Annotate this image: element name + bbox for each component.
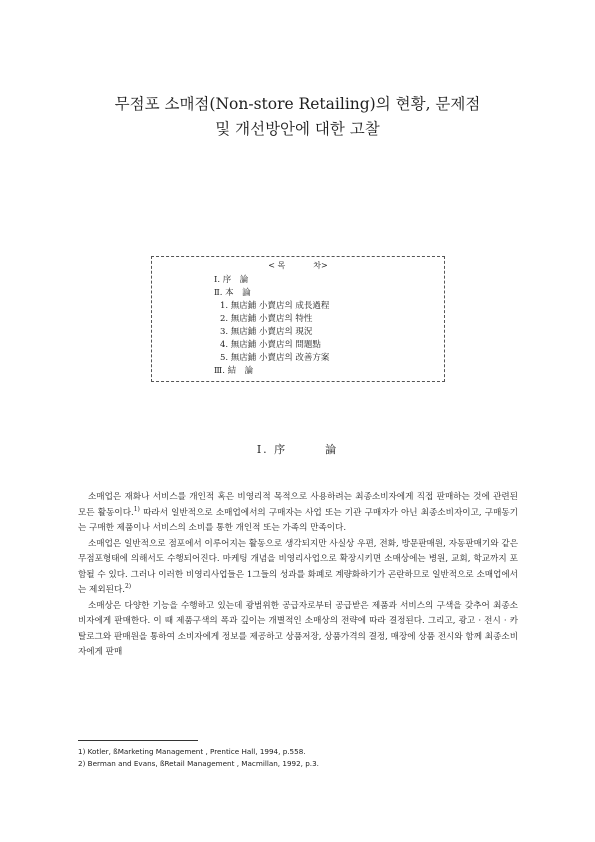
toc-item: 1. 無店鋪 小賣店의 成長過程 (220, 301, 330, 311)
section-heading (0, 441, 595, 457)
toc-item: 4. 無店鋪 小賣店의 問題點 (220, 340, 321, 350)
paragraph (78, 490, 518, 537)
paragraph-text: 소매업은 재화나 서비스를 개인적 혹은 비영리적 목적으로 사용하려는 최종소비자에게 직접 판매하는 것에 관련된 모든 활동이다. (78, 492, 518, 518)
toc-item: Ⅱ. 本 論 (214, 288, 251, 298)
toc-item: 3. 無店鋪 小賣店의 現況 (220, 327, 313, 337)
body-text (78, 490, 518, 661)
footnote-ref: 2) (124, 583, 132, 591)
toc-heading (152, 260, 444, 271)
footnote-ref: 1) (133, 505, 140, 513)
section-word: 論 (325, 443, 339, 456)
toc-list (214, 274, 329, 378)
footnote: 1) Kotler, ßMarketing Management , Prentice Hall, 1994, p.558. (78, 747, 306, 756)
toc-heading-left: < 목 (268, 261, 286, 270)
toc-item: Ⅲ. 結 論 (214, 366, 254, 376)
paragraph (78, 537, 518, 599)
table-of-contents (151, 256, 445, 382)
toc-heading-right: 차> (313, 261, 328, 270)
paragraph-text: 소매상은 다양한 기능을 수행하고 있는데 광범위한 공급자로부터 공급받은 제품과 서비스의 구색을 갖추어 최종소비자에게 판매한다. 이 때 제품구색의 폭과 깊이는 개별적인 소매상의 전략에 따라 결정된다. 그리고, 광고 · 전시 · 카탈로그와 판매원을 통하여 소비자에게 정보를 제공하고 상품저장, 상품가격의 결정, 매장에 상품 전시와 함께 최종소비자에게 판매 (78, 600, 518, 657)
footnote: 2) Berman and Evans, ßRetail Management , Macmillan, 1992, p.3. (78, 759, 319, 768)
paragraph-text: 소매업은 일반적으로 점포에서 이루어지는 활동으로 생각되지만 사실상 우편, 전화, 방문판매원, 자동판매기와 같은 무점포형태에 의해서도 수행되어진다. 마케팅 개념을 비영리사업으로 확장시키면 소매상에는 병원, 교회, 학교까지 포함될 수 있다. 그러나 이러한 비영리사업들은 1그들의 성과를 화폐로 계량화하기가 곤란하므로 일반적으로 소매업에서는 제외된다. (78, 538, 518, 595)
toc-item: 2. 無店鋪 小賣店의 特性 (220, 314, 313, 324)
paragraph-text: 따라서 일반적으로 소매업에서의 구매자는 사업 또는 기관 구매자가 아닌 최종소비자이고, 구매동기는 구매한 제품이나 서비스의 소비를 통한 개인적 또는 가족의 만족이다. (78, 507, 518, 533)
document-title (60, 92, 535, 142)
toc-item: Ⅰ. 序 論 (214, 275, 249, 285)
toc-item: 5. 無店鋪 小賣店의 改善方案 (220, 353, 330, 363)
footnote-divider (78, 740, 198, 741)
section-number: Ⅰ. 序 (256, 443, 288, 456)
title-line-1: 무점포 소매점(Non-store Retailing)의 현황, 문제점 (114, 95, 481, 113)
paragraph (78, 599, 518, 661)
footnotes (78, 746, 319, 770)
title-line-2: 및 개선방안에 대한 고찰 (215, 120, 380, 138)
